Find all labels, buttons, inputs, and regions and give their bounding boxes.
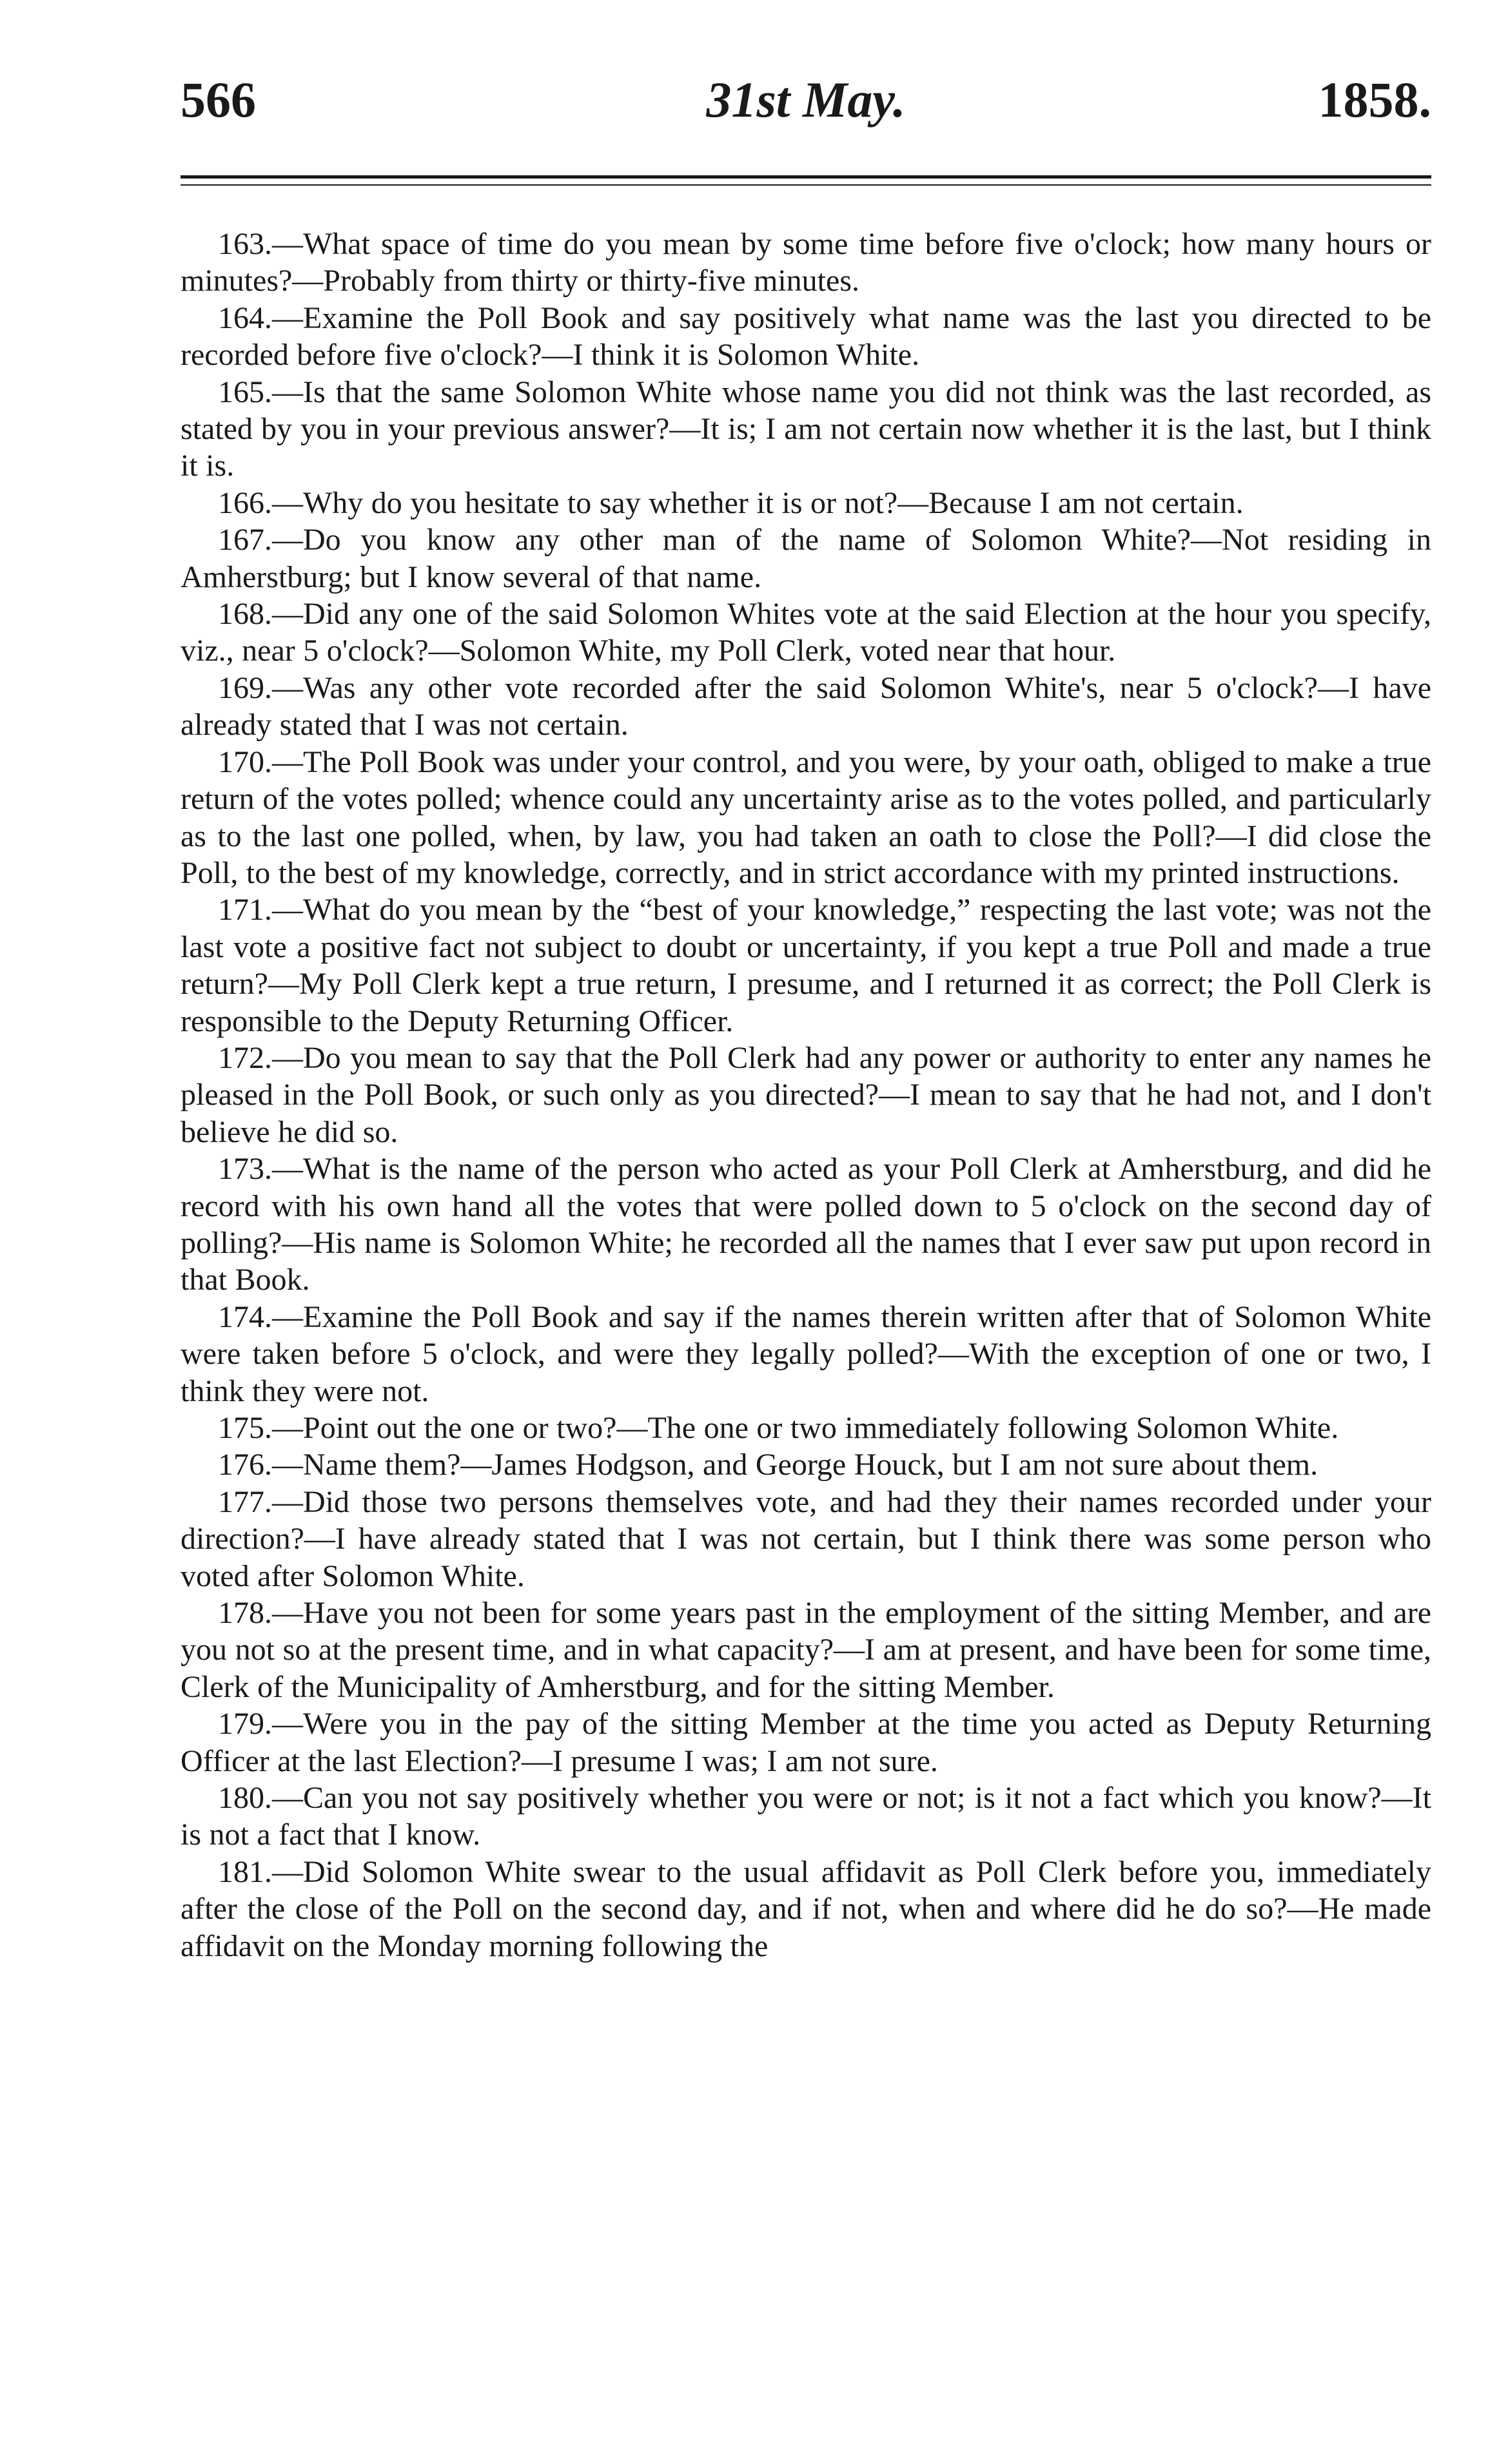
question-177: 177.—Did those two persons themselves vote, and had they their names recorded under your direction?—I have already stated that I was not certain, but I think there was some person who voted after Solomon White. (181, 1484, 1431, 1593)
question-174: 174.—Examine the Poll Book and say if the names therein written after that of Solomon White were taken before 5 o'clock, and were they legally polled?—With the exception of one or two, I think they were not. (181, 1299, 1431, 1408)
header-rule-thick (181, 175, 1431, 179)
header-rule-thin (181, 184, 1431, 186)
question-180: 180.—Can you not say positively whether you were or not; is it not a fact which you know?—It is not a fact that I know. (181, 1781, 1431, 1852)
question-166: 166.—Why do you hesitate to say whether it is or not?—Because I am not certain. (218, 485, 1244, 520)
question-175: 175.—Point out the one or two?—The one or two immediately following Solomon White. (218, 1411, 1339, 1445)
question-170: 170.—The Poll Book was under your control, and you were, by your oath, obliged to make a true return of the votes polled; whence could any uncertainty arise as to the votes polled, and particularly as to the last one polled, when, by law, you had taken an oath to close the Poll?—I did close the Poll, to the best of my knowledge, correctly, and in strict accordance with my printed instructions. (181, 744, 1431, 890)
document-body (181, 226, 1431, 1964)
question-164: 164.—Examine the Poll Book and say positively what name was the last you directed to be recorded before five o'clock?—I think it is Solomon White. (181, 300, 1431, 373)
question-179: 179.—Were you in the pay of the sitting Member at the time you acted as Deputy Returning Officer at the last Election?—I presume I was; I am not sure. (181, 1707, 1431, 1778)
header-date: 31st May. (706, 72, 906, 128)
question-169: 169.—Was any other vote recorded after the said Solomon White's, near 5 o'clock?—I have already stated that I was not certain. (181, 670, 1431, 742)
question-173: 173.—What is the name of the person who acted as your Poll Clerk at Amherstburg, and did he record with his own hand all the votes that were polled down to 5 o'clock on the second day of polling?—His name is Solomon White; he recorded all the names that I ever saw put upon record in that Book. (181, 1152, 1431, 1297)
question-168: 168.—Did any one of the said Solomon Whites vote at the said Election at the hour you specify, viz., near 5 o'clock?—Solomon White, my Poll Clerk, voted near that hour. (181, 597, 1431, 668)
page-header (181, 58, 1431, 161)
question-167: 167.—Do you know any other man of the name of Solomon White?—Not residing in Amherstburg; but I know several of that name. (181, 523, 1431, 594)
question-176: 176.—Name them?—James Hodgson, and George Houck, but I am not sure about them. (218, 1448, 1318, 1482)
question-163: 163.—What space of time do you mean by some time before five o'clock; how many hours or minutes?—Probably from thirty or thirty-five minutes. (181, 227, 1431, 298)
question-165: 165.—Is that the same Solomon White whose name you did not think was the last recorded, as stated by you in your previous answer?—It is; I am not certain now whether it is the last, but I think it is. (181, 374, 1431, 483)
question-172: 172.—Do you mean to say that the Poll Clerk had any power or authority to enter any names he pleased in the Poll Book, or such only as you directed?—I mean to say that he had not, and I don't believe he did so. (181, 1040, 1431, 1149)
page-number: 566 (181, 72, 256, 128)
header-year: 1858. (1318, 72, 1431, 128)
document-page (181, 58, 1431, 2443)
question-178: 178.—Have you not been for some years past in the employment of the sitting Member, and are you not so at the present time, and in what capacity?—I am at present, and have been for some time, Clerk of the Municipality of Amherstburg, and for the sitting Member. (181, 1596, 1431, 1704)
question-171: 171.—What do you mean by the “best of your knowledge,” respecting the last vote; was not the last vote a positive fact not subject to doubt or uncertainty, if you kept a true Poll and made a true return?—My Poll Clerk kept a true return, I presume, and I returned it as correct; the Poll Clerk is responsible to the Deputy Returning Officer. (181, 893, 1431, 1038)
question-181: 181.—Did Solomon White swear to the usual affidavit as Poll Clerk before you, immediately after the close of the Poll on the second day, and if not, when and where did he do so?—He made affidavit on the Monday morning following the (181, 1854, 1431, 1963)
